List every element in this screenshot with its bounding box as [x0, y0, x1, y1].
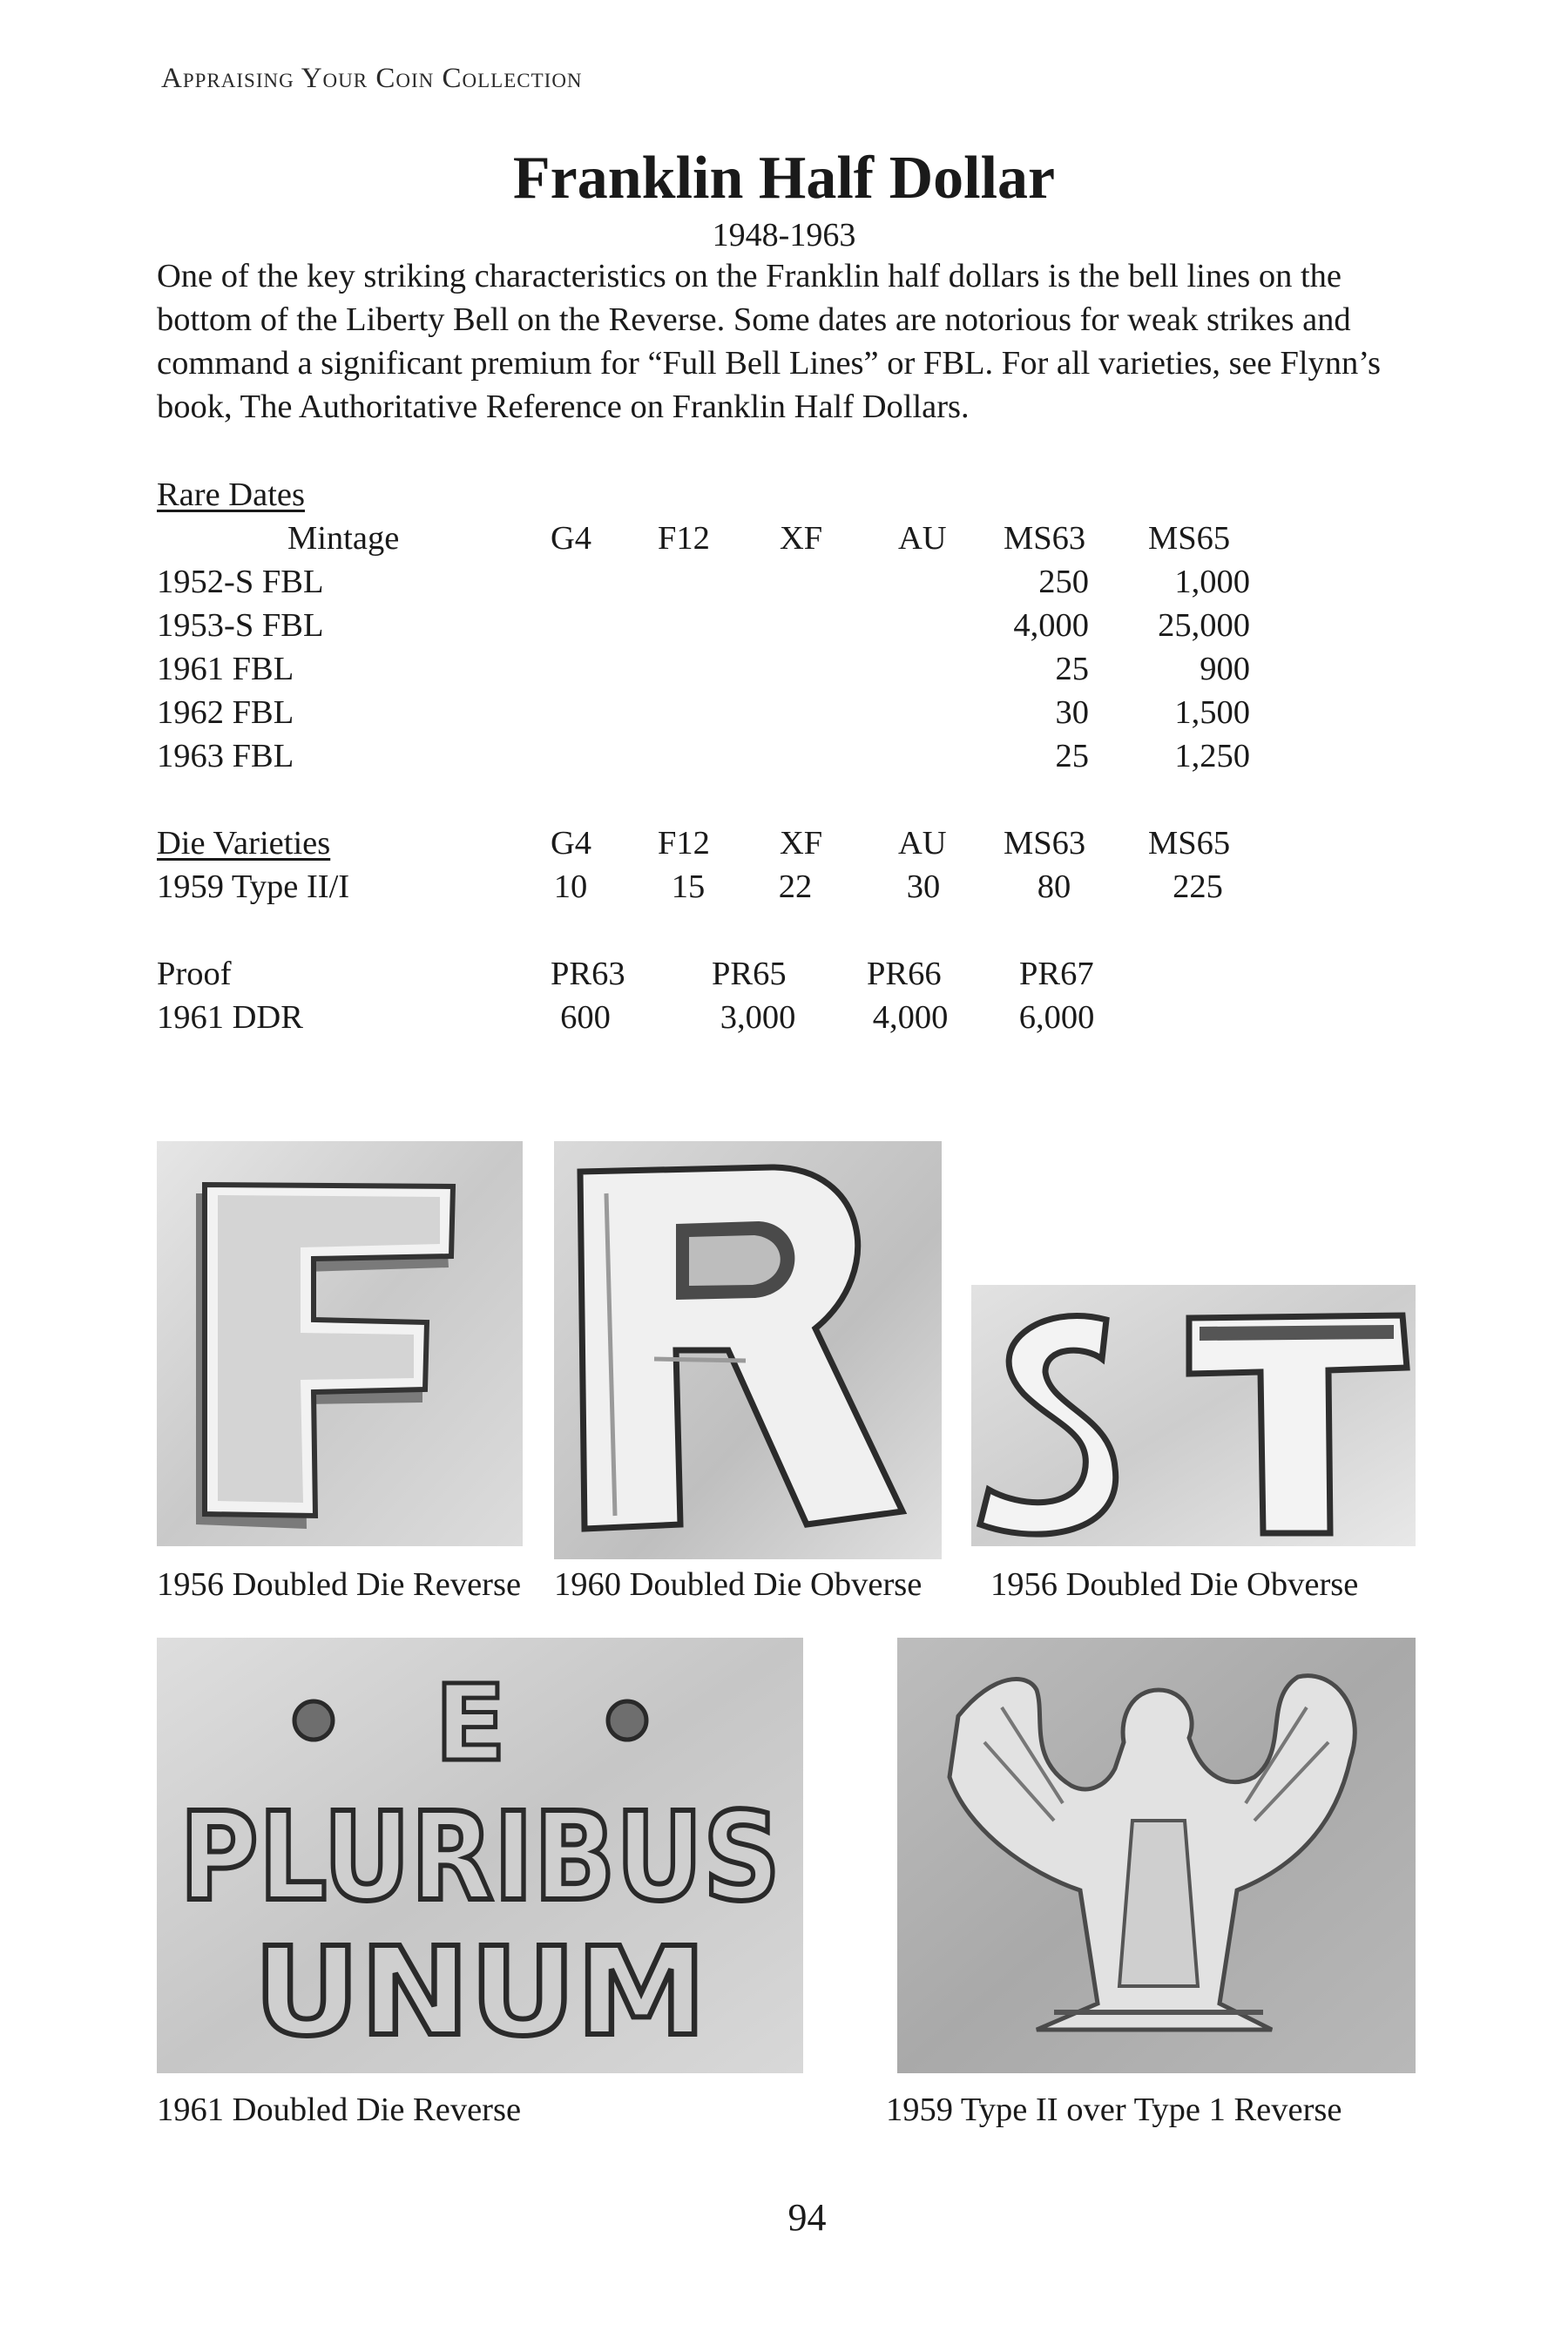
motto-pluribus: PLURIBUS — [179, 1787, 781, 1929]
row-date: 1959 Type II/I — [157, 868, 350, 905]
row-pr67: 6,000 — [1018, 999, 1095, 1036]
intro-paragraph — [157, 254, 1416, 429]
row-pr63: 600 — [560, 999, 611, 1036]
row-ms65: 1,500 — [1174, 694, 1250, 731]
row-xf: 22 — [778, 868, 813, 905]
col-header-xf: XF — [780, 520, 823, 557]
row-ms65: 225 — [1173, 868, 1223, 905]
row-ms63: 4,000 — [1013, 607, 1089, 644]
page-title: Franklin Half Dollar — [512, 145, 1056, 212]
caption: 1956 Doubled Die Obverse — [990, 1566, 1359, 1603]
col-header-au: AU — [898, 520, 947, 557]
row-date: 1961 DDR — [157, 999, 303, 1036]
col-header-g4: G4 — [551, 520, 592, 557]
row-ms63: 250 — [1038, 564, 1089, 600]
col-header-mintage: Mintage — [287, 520, 400, 557]
row-ms63: 25 — [1055, 651, 1089, 687]
col-header-ms65: MS65 — [1148, 520, 1231, 557]
row-date: 1953-S FBL — [157, 607, 324, 644]
caption: 1960 Doubled Die Obverse — [554, 1566, 923, 1603]
col-header-pr66: PR66 — [867, 956, 942, 992]
row-date: 1952-S FBL — [157, 564, 324, 600]
col-header-ms65: MS65 — [1148, 825, 1231, 862]
row-ms65: 1,250 — [1174, 738, 1250, 774]
row-f12: 15 — [671, 868, 706, 905]
col-header-xf: XF — [780, 825, 823, 862]
caption: 1959 Type II over Type 1 Reverse — [886, 2092, 1342, 2128]
col-header-pr67: PR67 — [1019, 956, 1094, 992]
photo-doubled-r — [554, 1141, 942, 1559]
rare-dates-heading: Rare Dates — [157, 476, 305, 513]
photo-eagle — [897, 1638, 1416, 2073]
caption: 1956 Doubled Die Reverse — [157, 1566, 522, 1603]
proof-heading: Proof — [157, 956, 232, 992]
row-date: 1963 FBL — [157, 738, 294, 774]
row-ms65: 900 — [1200, 651, 1250, 687]
row-ms65: 25,000 — [1158, 607, 1250, 644]
row-g4: 10 — [553, 868, 588, 905]
photo-doubled-st — [971, 1285, 1416, 1546]
col-header-au: AU — [898, 825, 947, 862]
row-ms63: 80 — [1037, 868, 1071, 905]
year-range: 1948-1963 — [712, 217, 856, 253]
row-pr66: 4,000 — [872, 999, 949, 1036]
caption: 1961 Doubled Die Reverse — [157, 2092, 522, 2128]
coin-eagle-image — [897, 1638, 1416, 2073]
col-header-f12: F12 — [658, 825, 710, 862]
coin-letter-r-image — [554, 1141, 942, 1559]
col-header-pr65: PR65 — [712, 956, 787, 992]
row-pr65: 3,000 — [720, 999, 796, 1036]
coin-letter-f-image — [157, 1141, 523, 1546]
col-header-g4: G4 — [551, 825, 592, 862]
col-header-pr63: PR63 — [551, 956, 625, 992]
row-ms63: 30 — [1055, 694, 1089, 731]
row-ms63: 25 — [1055, 738, 1089, 774]
row-ms65: 1,000 — [1174, 564, 1250, 600]
die-varieties-heading: Die Varieties — [157, 825, 331, 862]
row-date: 1962 FBL — [157, 694, 294, 731]
col-header-f12: F12 — [658, 520, 710, 557]
intro-text: One of the key striking characteristics on the Franklin half dollars is the bell lines on the bottom of the Liberty Bell on the Reverse. Some dates are notorious for weak strikes and command a significant premium for “Full Bell Lines” or FBL. For all varieties, see Flynn’s book, The Authoritative Reference on Franklin Half Dollars. — [157, 258, 1381, 425]
motto-unum: UNUM — [253, 1922, 706, 2064]
motto-e: E — [435, 1664, 506, 1785]
coin-letters-st-image — [971, 1285, 1416, 1546]
photo-doubled-f — [157, 1141, 523, 1546]
col-header-ms63: MS63 — [1004, 520, 1086, 557]
row-au: 30 — [906, 868, 941, 905]
photo-e-pluribus-unum — [157, 1638, 803, 2073]
coin-motto-image — [157, 1638, 803, 2073]
row-date: 1961 FBL — [157, 651, 294, 687]
page-number: 94 — [787, 2196, 827, 2239]
running-header: Appraising Your Coin Collection — [161, 63, 583, 94]
col-header-ms63: MS63 — [1004, 825, 1086, 862]
